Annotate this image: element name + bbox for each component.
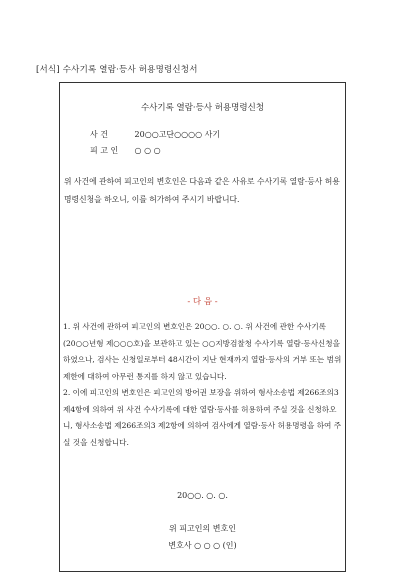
signature-line-2: 변호사 ○ ○ ○ (인) xyxy=(168,541,237,550)
case-row xyxy=(90,129,220,140)
defendant-value: ○ ○ ○ xyxy=(134,146,161,155)
defendant-label: 피 고 인 xyxy=(90,146,119,155)
list-item-2: 2. 이에 피고인의 변호인은 피고인의 방어권 보장을 위하여 형사소송법 제266조의3 제4항에 의하여 위 사건 수사기록에 대한 열람·등사를 허용하여 주실 것을 신청하오니, 형사소송법 제266조의3 제2항에 의하여 검사에게 열람·등사 허용명령을 하여 주실 것을 신청합니다. xyxy=(63,388,342,447)
section-heading: - 다 음 - xyxy=(187,297,218,307)
document-date: 20○○. ○. ○. xyxy=(177,491,228,500)
form-label: [서식] 수사기록 열람·등사 허용명령신청서 xyxy=(36,65,198,75)
document-frame xyxy=(59,82,346,572)
signature-line-1: 위 피고인의 변호인 xyxy=(169,524,236,533)
case-value: 20○○고단○○○○ 사기 xyxy=(134,130,221,139)
list-item-1: 1. 위 사건에 관하여 피고인의 변호인은 20○○. ○. ○. 위 사건에 관한 수사기록(20○○년형 제○○○호)을 보관하고 있는 ○○지방검찰청 수사기록 열람·등사신청을 하였으나, 검사는 신청일로부터 48시간이 지난 현재까지 열람·등사의 거부 또는 범위제한에 대하여 아무런 통지를 하지 않고 있습니다. xyxy=(63,322,342,381)
case-label: 사 건 xyxy=(90,130,108,139)
document-title: 수사기록 열람·등사 허용명령신청 xyxy=(140,103,265,113)
intro-paragraph: 위 사건에 관하여 피고인의 변호인은 다음과 같은 사유로 수사기록 열람·등사 허용명령신청을 하오니, 이를 허가하여 주시기 바랍니다. xyxy=(64,177,340,204)
defendant-row xyxy=(90,145,161,156)
